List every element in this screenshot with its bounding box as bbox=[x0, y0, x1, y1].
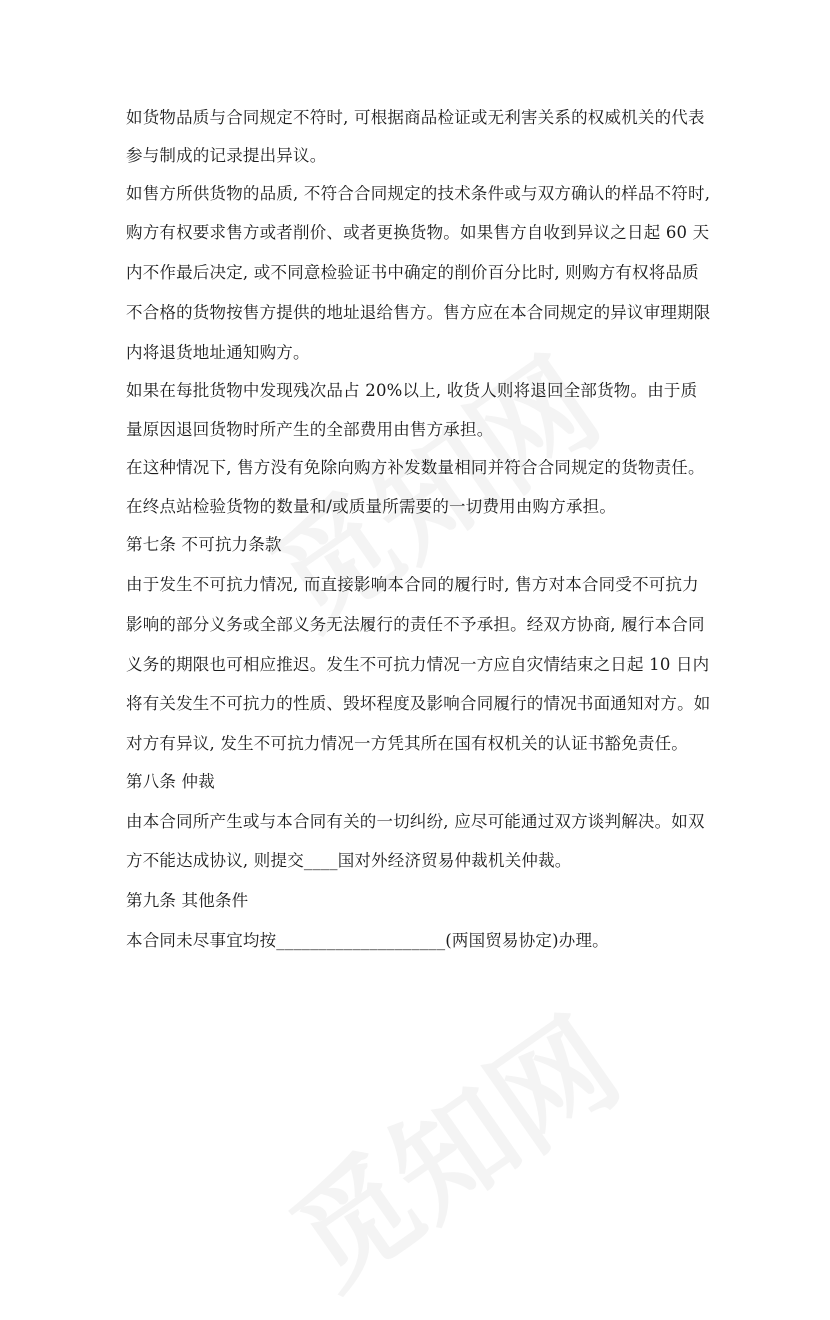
paragraph-line: 由本合同所产生或与本合同有关的一切纠纷, 应尽可能通过双方谈判解决。如双 bbox=[126, 812, 705, 831]
paragraph-line: 量原因退回货物时所产生的全部费用由售方承担。 bbox=[126, 420, 494, 439]
paragraph-line: 内不作最后决定, 或不同意检验证书中确定的削价百分比时, 则购方有权将品质 bbox=[126, 263, 699, 282]
paragraph-line: 参与制成的记录提出异议。 bbox=[126, 146, 327, 165]
paragraph-line: 如售方所供货物的品质, 不符合合同规定的技术条件或与双方确认的样品不符时, bbox=[126, 184, 711, 203]
paragraph-line: 如货物品质与合同规定不符时, 可根据商品检证或无利害关系的权威机关的代表 bbox=[126, 108, 705, 127]
watermark-logo bbox=[253, 972, 647, 1319]
paragraph-line: 购方有权要求售方或者削价、或者更换货物。如果售方自收到异议之日起 60 天 bbox=[126, 223, 710, 242]
paragraph-line: 方不能达成协议, 则提交____国对外经济贸易仲裁机关仲裁。 bbox=[126, 851, 572, 870]
paragraph-line: 在终点站检验货物的数量和/或质量所需要的一切费用由购方承担。 bbox=[126, 497, 617, 516]
paragraph-line: 本合同未尽事宜均按____________________(两国贸易协定)办理。 bbox=[126, 931, 609, 950]
paragraph-line: 影响的部分义务或全部义务无法履行的责任不予承担。经双方协商, 履行本合同 bbox=[126, 615, 705, 634]
paragraph-line: 如果在每批货物中发现残次品占 20%以上, 收货人则将退回全部货物。由于质 bbox=[126, 381, 698, 400]
paragraph-line: 由于发生不可抗力情况, 而直接影响本合同的履行时, 售方对本合同受不可抗力 bbox=[126, 575, 699, 594]
section-heading: 第九条 其他条件 bbox=[126, 891, 249, 910]
section-heading: 第八条 仲裁 bbox=[126, 772, 215, 791]
section-heading: 第七条 不可抗力条款 bbox=[126, 535, 282, 554]
paragraph-line: 内将退货地址通知购方。 bbox=[126, 343, 310, 362]
paragraph-line: 在这种情况下, 售方没有免除向购方补发数量相同并符合合同规定的货物责任。 bbox=[126, 458, 705, 477]
contract-body bbox=[126, 100, 716, 959]
paragraph-line: 不合格的货物按售方提供的地址退给售方。售方应在本合同规定的异议审理期限 bbox=[126, 303, 711, 322]
paragraph-line: 对方有异议, 发生不可抗力情况一方凭其所在国有权机关的认证书豁免责任。 bbox=[126, 734, 688, 753]
paragraph-line: 义务的期限也可相应推迟。发生不可抗力情况一方应自灾情结束之日起 10 日内 bbox=[126, 655, 710, 674]
paragraph-line: 将有关发生不可抗力的性质、毁坏程度及影响合同履行的情况书面通知对方。如 bbox=[126, 694, 711, 713]
